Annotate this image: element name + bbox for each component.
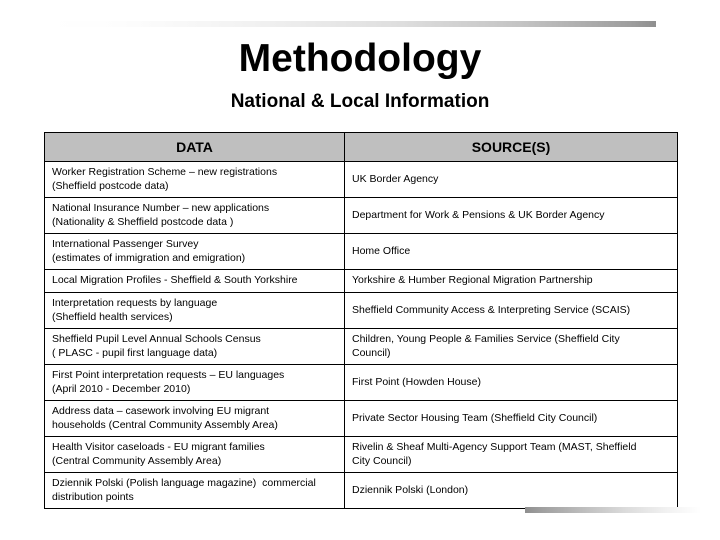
cell-data bbox=[45, 234, 345, 270]
table-row bbox=[45, 473, 678, 509]
cell-source bbox=[345, 401, 678, 437]
cell-data-line: households (Central Community Assembly Area) bbox=[52, 418, 278, 431]
cell-data-line: distribution points bbox=[52, 490, 134, 503]
cell-source bbox=[345, 293, 678, 329]
cell-data bbox=[45, 365, 345, 401]
table-row bbox=[45, 293, 678, 329]
cell-data-line: Interpretation requests by language bbox=[52, 297, 218, 309]
cell-source bbox=[345, 198, 678, 234]
cell-data-line: Sheffield Pupil Level Annual Schools Census bbox=[52, 333, 261, 345]
table-row bbox=[45, 401, 678, 437]
cell-data bbox=[45, 401, 345, 437]
cell-source bbox=[345, 329, 678, 365]
methodology-table bbox=[44, 132, 678, 509]
page-subtitle: National & Local Information bbox=[230, 91, 490, 112]
cell-data-line: (April 2010 - December 2010) bbox=[52, 382, 191, 395]
cell-data-line: (Sheffield postcode data) bbox=[52, 179, 169, 192]
top-gradient-bar bbox=[50, 21, 656, 27]
cell-data bbox=[45, 293, 345, 329]
table-row bbox=[45, 270, 678, 293]
cell-data-line: (Sheffield health services) bbox=[52, 310, 173, 323]
table-header bbox=[45, 133, 678, 162]
cell-data-line: Health Visitor caseloads - EU migrant families bbox=[52, 441, 265, 453]
cell-source bbox=[345, 234, 678, 270]
cell-data bbox=[45, 270, 345, 293]
table-row bbox=[45, 365, 678, 401]
cell-source-line: Dziennik Polski (London) bbox=[352, 483, 469, 496]
table-row bbox=[45, 234, 678, 270]
table-row bbox=[45, 329, 678, 365]
cell-data-line: First Point interpretation requests – EU languages bbox=[52, 369, 285, 381]
cell-source bbox=[345, 473, 678, 509]
table-body bbox=[45, 162, 678, 509]
cell-data-line: International Passenger Survey bbox=[52, 238, 199, 250]
table-row bbox=[45, 437, 678, 473]
cell-source-line: Department for Work & Pensions & UK Border Agency bbox=[352, 208, 605, 221]
cell-data-line: (Central Community Assembly Area) bbox=[52, 454, 222, 467]
cell-source-line: Council) bbox=[352, 346, 391, 359]
cell-data bbox=[45, 473, 345, 509]
cell-source-line: City Council) bbox=[352, 454, 412, 467]
cell-data-line: (estimates of immigration and emigration) bbox=[52, 251, 246, 264]
cell-source bbox=[345, 437, 678, 473]
cell-source-line: First Point (Howden House) bbox=[352, 375, 481, 388]
cell-data-line: National Insurance Number – new applications bbox=[52, 202, 270, 214]
cell-source-line: Private Sector Housing Team (Sheffield City Council) bbox=[352, 411, 598, 424]
cell-source-line: Children, Young People & Families Service (Sheffield City bbox=[352, 333, 620, 345]
table-row bbox=[45, 162, 678, 198]
cell-data-line: Dziennik Polski (Polish language magazine) commercial bbox=[52, 477, 316, 489]
table-header-row bbox=[45, 133, 678, 162]
cell-data bbox=[45, 437, 345, 473]
table-row bbox=[45, 198, 678, 234]
cell-source-line: Sheffield Community Access & Interpreting Service (SCAIS) bbox=[352, 303, 631, 316]
cell-source-line: Yorkshire & Humber Regional Migration Partnership bbox=[352, 274, 593, 287]
cell-source-line: Home Office bbox=[352, 244, 411, 257]
cell-source bbox=[345, 270, 678, 293]
cell-data-line: ( PLASC - pupil first language data) bbox=[52, 346, 218, 359]
cell-data bbox=[45, 198, 345, 234]
cell-source bbox=[345, 365, 678, 401]
cell-data-line: Address data – casework involving EU migrant bbox=[52, 405, 270, 417]
cell-data-line: (Nationality & Sheffield postcode data ) bbox=[52, 215, 234, 228]
bottom-gradient-bar bbox=[525, 507, 701, 513]
cell-data-line: Local Migration Profiles - Sheffield & South Yorkshire bbox=[52, 274, 298, 287]
page-title: Methodology bbox=[238, 37, 482, 80]
column-header-data: DATA bbox=[45, 133, 345, 162]
cell-data bbox=[45, 162, 345, 198]
cell-source-line: UK Border Agency bbox=[352, 172, 439, 185]
column-header-source: SOURCE(S) bbox=[345, 133, 678, 162]
cell-data bbox=[45, 329, 345, 365]
cell-source-line: Rivelin & Sheaf Multi-Agency Support Team (MAST, Sheffield bbox=[352, 441, 637, 453]
cell-source bbox=[345, 162, 678, 198]
methodology-table-container bbox=[44, 132, 677, 509]
cell-data-line: Worker Registration Scheme – new registrations bbox=[52, 166, 278, 178]
